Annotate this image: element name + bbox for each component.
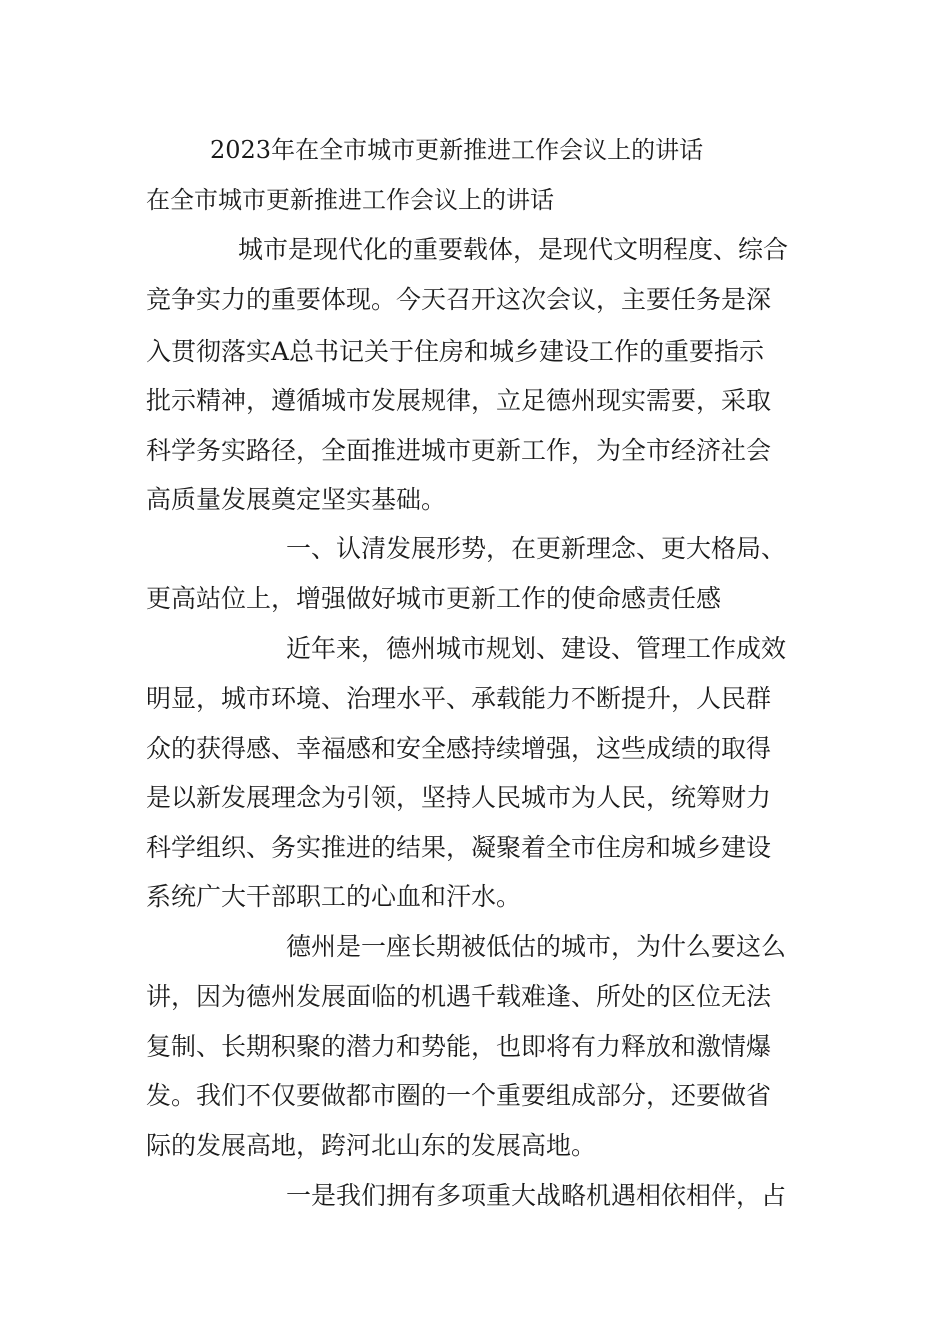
section-heading-line: 更高站位上，增强做好城市更新工作的使命感责任感 — [146, 584, 722, 613]
document-title: 2023年在全市城市更新推进工作会议上的讲话 — [210, 136, 704, 164]
paragraph-line: 批示精神，遵循城市发展规律，立足德州现实需要，采取 — [146, 386, 772, 415]
document-subtitle: 在全市城市更新推进工作会议上的讲话 — [146, 186, 554, 214]
paragraph-line: 德州是一座长期被低估的城市，为什么要这么 — [286, 932, 787, 961]
paragraph-line: 高质量发展奠定坚实基础。 — [146, 485, 447, 514]
paragraph-line: 近年来，德州城市规划、建设、管理工作成效 — [286, 634, 787, 663]
paragraph-line: 系统广大干部职工的心血和汗水。 — [146, 882, 522, 911]
paragraph-line: 入贯彻落实A总书记关于住房和城乡建设工作的重要指示 — [146, 337, 765, 366]
paragraph-line: 科学组织、务实推进的结果，凝聚着全市住房和城乡建设 — [146, 833, 772, 862]
paragraph-line: 城市是现代化的重要载体，是现代文明程度、综合 — [238, 235, 789, 264]
paragraph-line: 复制、长期积聚的潜力和势能，也即将有力释放和激情爆 — [146, 1032, 772, 1061]
paragraph-line: 竞争实力的重要体现。今天召开这次会议，主要任务是深 — [146, 285, 772, 314]
paragraph-line: 讲，因为德州发展面临的机遇千载难逢、所处的区位无法 — [146, 982, 772, 1011]
paragraph-line: 科学务实路径，全面推进城市更新工作，为全市经济社会 — [146, 436, 772, 465]
paragraph-line: 发。我们不仅要做都市圈的一个重要组成部分，还要做省 — [146, 1081, 772, 1110]
section-heading-line: 一、认清发展形势，在更新理念、更大格局、 — [286, 534, 787, 563]
paragraph-line: 一是我们拥有多项重大战略机遇相依相伴，占 — [286, 1181, 787, 1210]
paragraph-line: 际的发展高地，跨河北山东的发展高地。 — [146, 1131, 597, 1160]
paragraph-line: 明显，城市环境、治理水平、承载能力不断提升，人民群 — [146, 684, 772, 713]
paragraph-line: 是以新发展理念为引领，坚持人民城市为人民，统筹财力 — [146, 783, 772, 812]
paragraph-line: 众的获得感、幸福感和安全感持续增强，这些成绩的取得 — [146, 734, 772, 763]
